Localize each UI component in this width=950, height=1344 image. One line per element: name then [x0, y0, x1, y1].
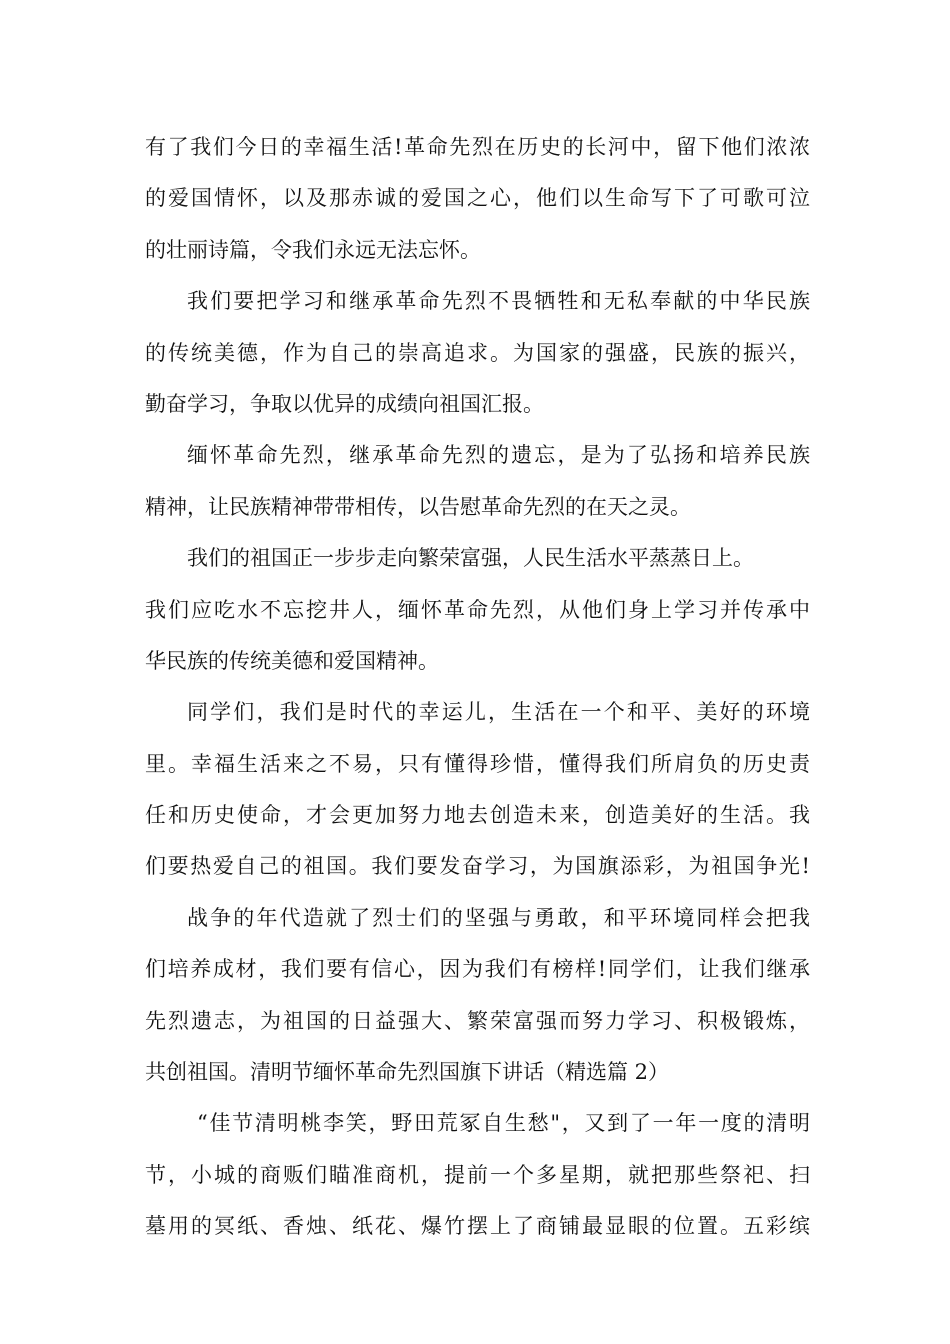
paragraph-first-line: 我们的祖国正一步步走向繁荣富强，人民生活水平蒸蒸日上。	[187, 546, 754, 571]
text-line: 们要热爱自己的祖国。我们要发奋学习，为国旗添彩，为祖国争光!	[145, 854, 810, 879]
text-line: 的壮丽诗篇，令我们永远无法忘怀。	[145, 237, 481, 262]
paragraph-first-line: 同学们，我们是时代的幸运儿，生活在一个和平、美好的环境	[187, 700, 810, 725]
text-line: 墓用的冥纸、香烛、纸花、爆竹摆上了商铺最显眼的位置。五彩缤	[145, 1214, 810, 1239]
text-line: 的爱国情怀，以及那赤诚的爱国之心，他们以生命写下了可歌可泣	[145, 186, 810, 211]
text-line: 任和历史使命，才会更加努力地去创造未来，创造美好的生活。我	[145, 803, 810, 828]
paragraph-first-line: 我们要把学习和继承革命先烈不畏牺牲和无私奉献的中华民族	[187, 289, 810, 314]
text-line: 的传统美德，作为自己的崇高追求。为国家的强盛，民族的振兴，	[145, 340, 810, 365]
paragraph-first-line: 缅怀革命先烈，继承革命先烈的遗忘，是为了弘扬和培养民族	[187, 443, 810, 468]
text-line: 节，小城的商贩们瞄准商机，提前一个多星期，就把那些祭祀、扫	[145, 1162, 810, 1187]
section-heading-line: 共创祖国。清明节缅怀革命先烈国旗下讲话（精选篇 2）	[145, 1060, 670, 1085]
text-line: 勤奋学习，争取以优异的成绩向祖国汇报。	[145, 391, 544, 416]
paragraph-first-line: 战争的年代造就了烈士们的坚强与勇敢，和平环境同样会把我	[187, 905, 810, 930]
text-line: 先烈遗志，为祖国的日益强大、繁荣富强而努力学习、积极锻炼，	[145, 1008, 810, 1033]
paragraph-first-line: “佳节清明桃李笑，野田荒冢自生愁"，又到了一年一度的清明	[197, 1111, 810, 1136]
text-line: 里。幸福生活来之不易，只有懂得珍惜，懂得我们所肩负的历史责	[145, 751, 810, 776]
document-body	[145, 122, 810, 1253]
text-line: 我们应吃水不忘挖井人，缅怀革命先烈，从他们身上学习并传承中	[145, 597, 810, 622]
text-line: 们培养成材，我们要有信心，因为我们有榜样!同学们，让我们继承	[145, 957, 810, 982]
text-line: 华民族的传统美德和爱国精神。	[145, 648, 439, 673]
text-line: 有了我们今日的幸福生活!革命先烈在历史的长河中，留下他们浓浓	[145, 135, 810, 159]
text-line: 精神，让民族精神带带相传，以告慰革命先烈的在天之灵。	[145, 494, 691, 519]
